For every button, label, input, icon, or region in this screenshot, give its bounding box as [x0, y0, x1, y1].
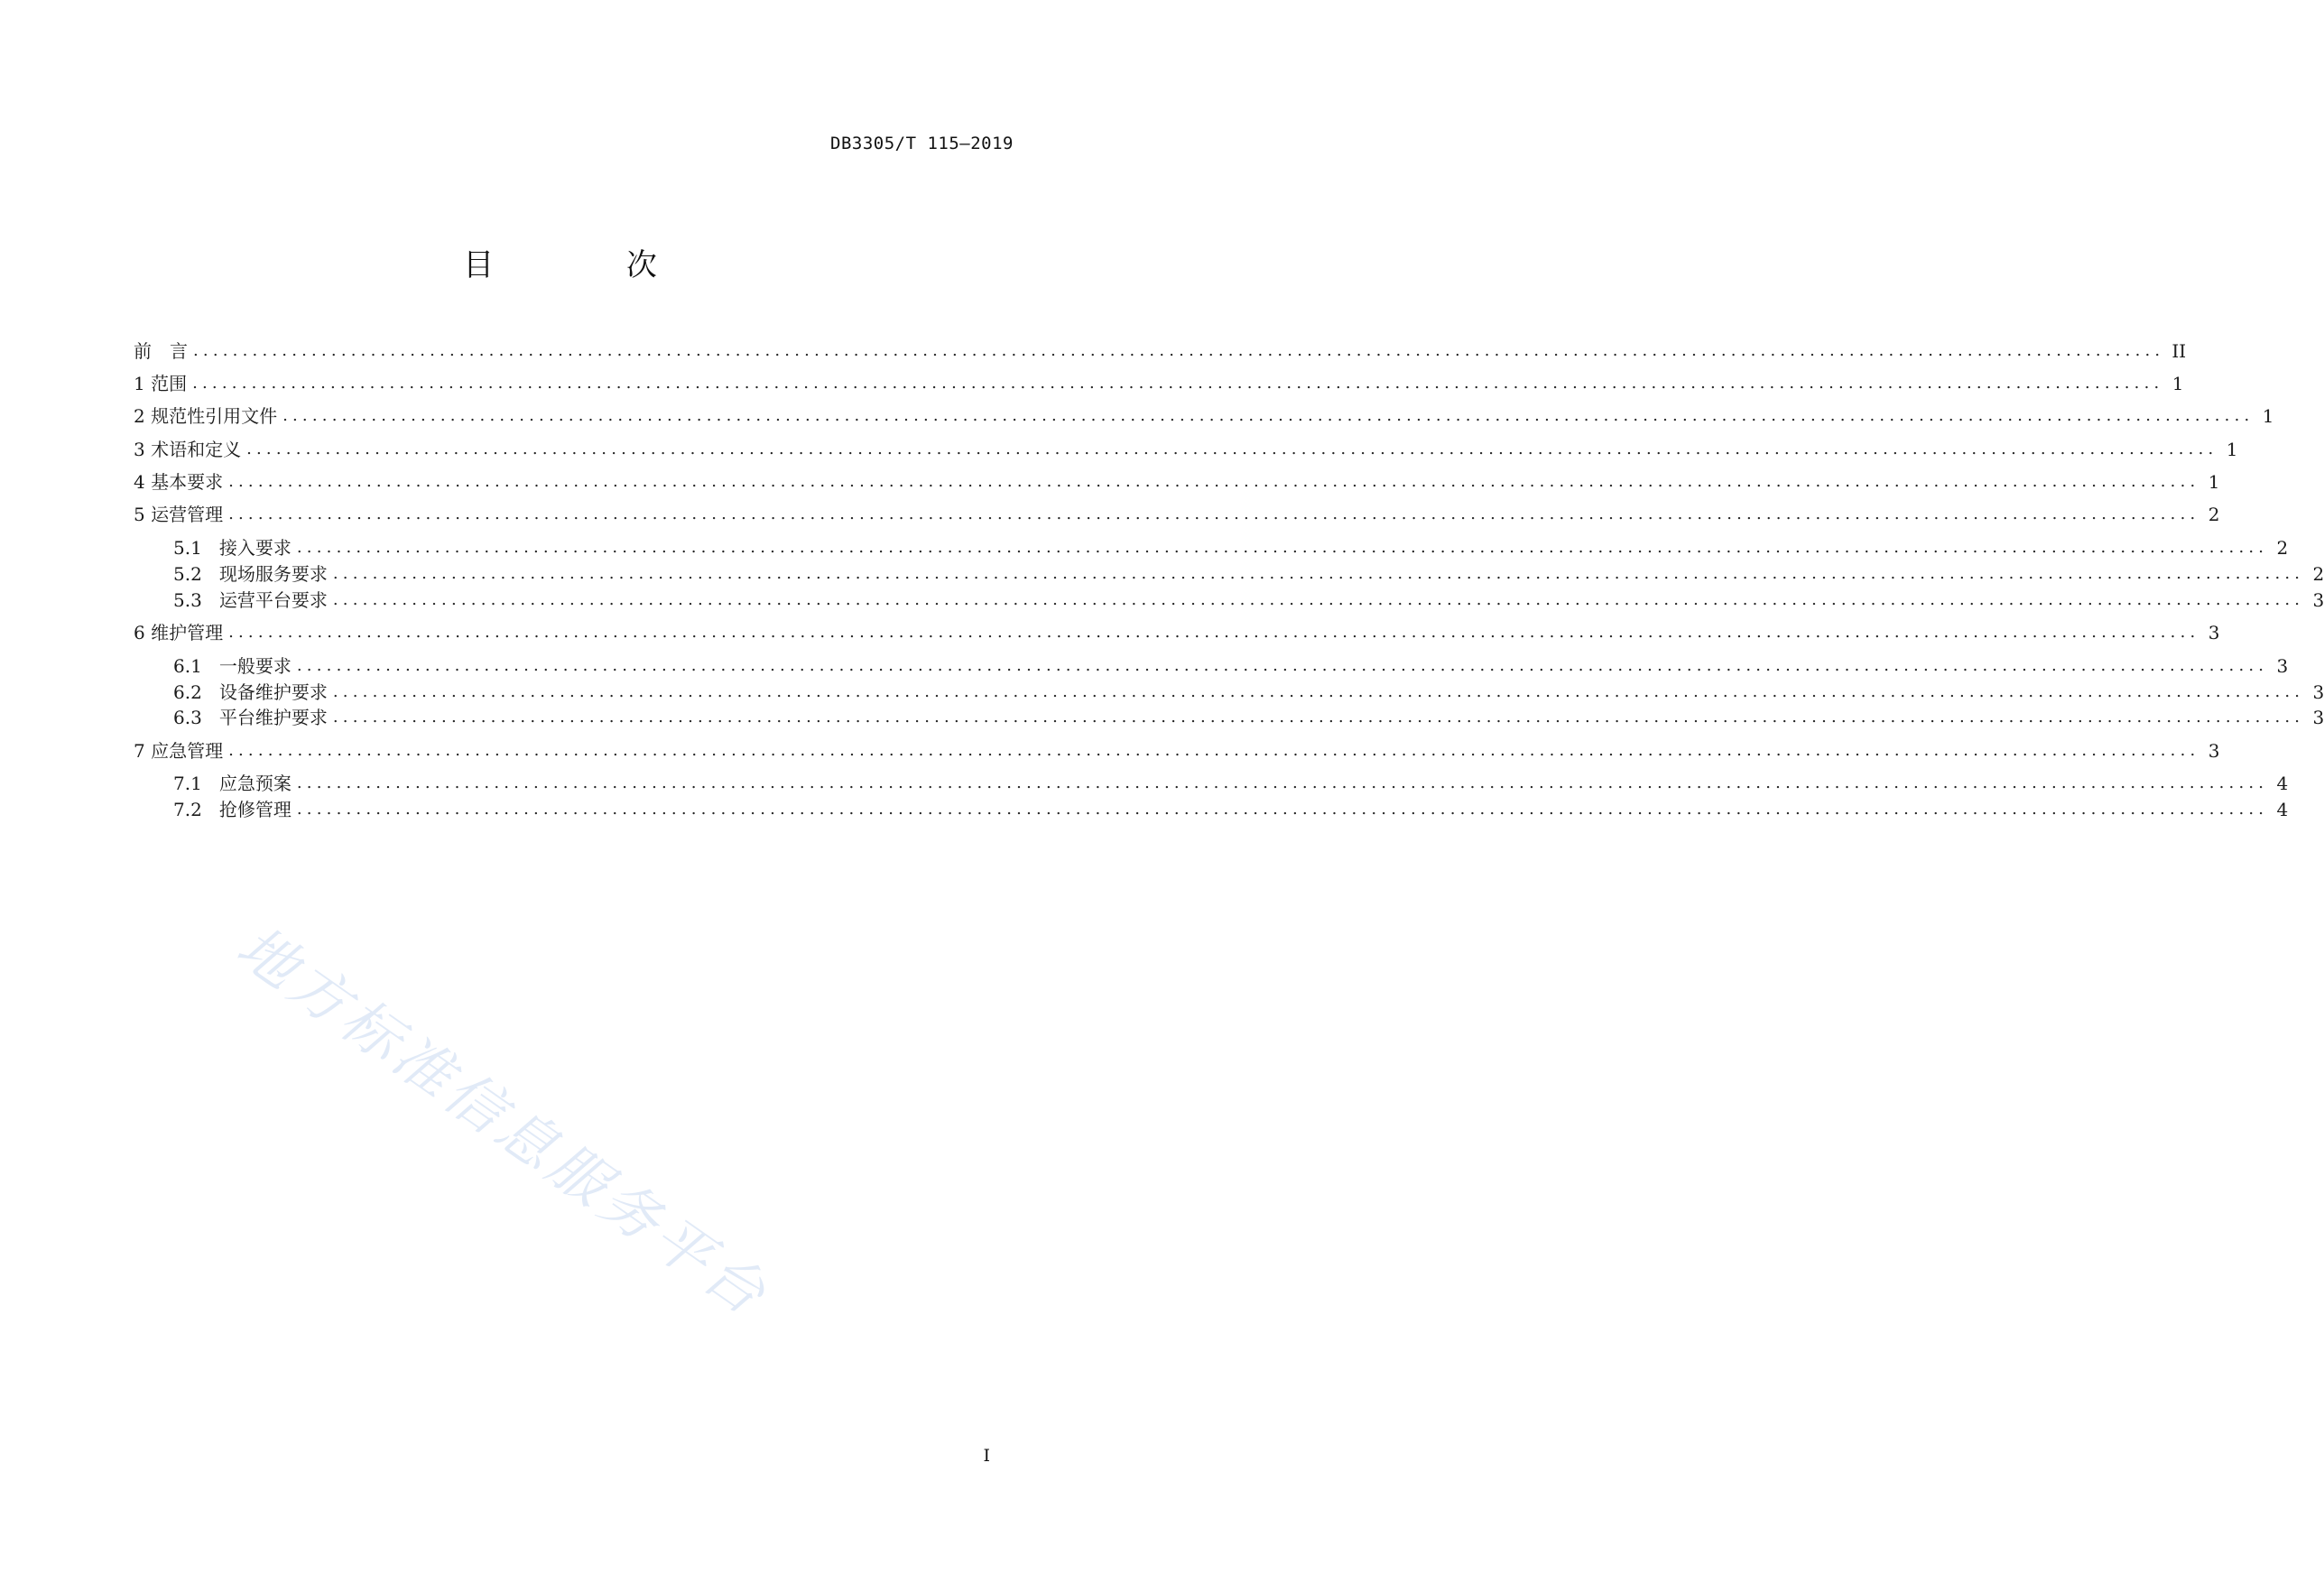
toc-entry-text: 基本要求: [151, 471, 224, 493]
toc-entry-text: 规范性引用文件: [151, 405, 278, 427]
toc-entry[interactable]: [134, 370, 2184, 397]
toc-entry-label: [134, 436, 241, 463]
toc-entry-page: 4: [2276, 773, 2289, 794]
toc-entry[interactable]: [134, 501, 2220, 528]
toc-entry-number: 5: [134, 504, 145, 525]
toc-entry-page: 1: [2262, 405, 2274, 427]
toc-entry-label: [134, 737, 223, 764]
toc-entry[interactable]: [134, 737, 2220, 764]
toc-dot-leader: ........................................................................................................................................................................................................: [228, 741, 2200, 760]
toc-entry[interactable]: [153, 560, 2324, 588]
toc-entry-label: [134, 619, 223, 646]
toc-entry[interactable]: [134, 403, 2274, 430]
toc-dot-leader: ........................................................................................................................................................................................................: [332, 564, 2305, 583]
toc-entry-number: 6.1: [173, 655, 202, 677]
toc-dot-leader: ........................................................................................................................................................................................................: [332, 682, 2305, 701]
toc-entry-number: 3: [134, 439, 145, 460]
toc-entry[interactable]: [153, 796, 2289, 823]
toc-entry-label: [173, 587, 328, 614]
toc-entry[interactable]: [153, 679, 2324, 706]
toc-entry-number: 6.2: [173, 681, 202, 703]
toc-title: 目 次: [463, 247, 718, 283]
toc-entry-text: 现场服务要求: [218, 563, 328, 585]
toc-entry-number: 7.1: [173, 773, 202, 794]
toc-entry-text: 抢修管理: [218, 799, 292, 820]
toc-entry-spacer: [202, 589, 219, 611]
toc-entry-text: 一般要求: [218, 655, 292, 677]
toc-dot-leader: ........................................................................................................................................................................................................: [296, 538, 2269, 557]
page-number: I: [983, 1446, 990, 1466]
toc-entry[interactable]: [153, 534, 2289, 561]
toc-entry-number: 5.2: [173, 563, 202, 585]
toc-dot-leader: ........................................................................................................................................................................................................: [332, 590, 2305, 609]
toc-dot-leader: ........................................................................................................................................................................................................: [192, 374, 2164, 393]
toc-entry-label: [173, 770, 292, 797]
toc-entry-page: 3: [2312, 707, 2324, 728]
toc-entry-spacer: [202, 707, 219, 728]
toc-entry-spacer: [202, 537, 219, 559]
toc-dot-leader: ........................................................................................................................................................................................................: [193, 341, 2165, 360]
toc-entry-text: 接入要求: [218, 537, 292, 559]
toc-entry-page: 2: [2276, 537, 2289, 559]
toc-entry[interactable]: [134, 468, 2220, 495]
toc-entry[interactable]: [153, 770, 2289, 797]
toc-dot-leader: ........................................................................................................................................................................................................: [246, 440, 2218, 458]
toc-entry-page: 2: [2312, 563, 2324, 585]
toc-entry-page: 1: [2208, 471, 2220, 493]
toc-dot-leader: ........................................................................................................................................................................................................: [296, 800, 2269, 819]
toc-entry-spacer: [202, 773, 219, 794]
toc-entry[interactable]: [153, 704, 2324, 731]
toc-entry-label: [173, 796, 292, 823]
toc-entry-text: 应急预案: [218, 773, 292, 794]
toc-entry-number: 7: [134, 740, 145, 762]
toc-entry-page: 4: [2276, 799, 2289, 820]
toc-entry-label: [134, 501, 223, 528]
toc-entry-number: 2: [134, 405, 145, 427]
toc-entry-number: 6: [134, 622, 145, 643]
toc-dot-leader: ........................................................................................................................................................................................................: [296, 656, 2269, 675]
toc-entry-spacer: [202, 799, 219, 820]
toc-entry-text: 平台维护要求: [218, 707, 328, 728]
toc-entry-page: 1: [2171, 373, 2184, 394]
toc-entry-text: 应急管理: [151, 740, 224, 762]
toc-entry-page: II: [2171, 340, 2187, 362]
toc-entry-page: 2: [2208, 504, 2220, 525]
toc-entry-text: 前 言: [134, 340, 188, 362]
toc-entry-text: 维护管理: [151, 622, 224, 643]
toc-entry[interactable]: [153, 587, 2324, 614]
toc-entry-label: [173, 679, 328, 706]
toc-entry-number: 7.2: [173, 799, 202, 820]
toc-entry[interactable]: [153, 653, 2289, 680]
toc-entry-label: [134, 403, 277, 430]
toc-entry-label: [134, 468, 223, 495]
toc-entry-page: 3: [2312, 681, 2324, 703]
toc-entry-spacer: [202, 655, 219, 677]
toc-entry-spacer: [202, 681, 219, 703]
toc-entry-number: 6.3: [173, 707, 202, 728]
watermark: 地方标准信息服务平台: [224, 913, 781, 1331]
toc-entry-page: 3: [2208, 622, 2220, 643]
toc-entry-text: 运营管理: [151, 504, 224, 525]
toc-entry-text: 运营平台要求: [218, 589, 328, 611]
toc-entry-number: 4: [134, 471, 145, 493]
toc-entry-page: 1: [2226, 439, 2238, 460]
toc-entry-text: 范围: [151, 373, 188, 394]
toc-entry-label: [173, 534, 292, 561]
toc-entry[interactable]: [134, 619, 2220, 646]
toc-entry-label: [173, 653, 292, 680]
toc-dot-leader: ........................................................................................................................................................................................................: [228, 505, 2200, 523]
toc-entry-text: 术语和定义: [151, 439, 242, 460]
toc-entry-label: [134, 338, 188, 365]
toc-entry-page: 3: [2312, 589, 2324, 611]
toc-entry-label: [134, 370, 187, 397]
toc-entry[interactable]: [134, 436, 2238, 463]
toc-entry-label: [173, 560, 328, 588]
toc-entry-text: 设备维护要求: [218, 681, 328, 703]
toc-entry-spacer: [202, 563, 219, 585]
toc-dot-leader: ........................................................................................................................................................................................................: [228, 472, 2200, 491]
toc-entry-label: [173, 704, 328, 731]
toc-entry-number: 5.3: [173, 589, 202, 611]
toc-entry-number: 1: [134, 373, 145, 394]
toc-dot-leader: ........................................................................................................................................................................................................: [296, 773, 2269, 792]
toc-dot-leader: ........................................................................................................................................................................................................: [332, 708, 2305, 727]
toc-dot-leader: ........................................................................................................................................................................................................: [228, 623, 2200, 642]
toc-entry-page: 3: [2276, 655, 2289, 677]
toc-entry-page: 3: [2208, 740, 2220, 762]
toc-entry[interactable]: [134, 338, 2187, 365]
toc-dot-leader: ........................................................................................................................................................................................................: [282, 406, 2255, 425]
document-code: DB3305/T 115—2019: [830, 134, 1014, 153]
toc-entry-number: 5.1: [173, 537, 202, 559]
